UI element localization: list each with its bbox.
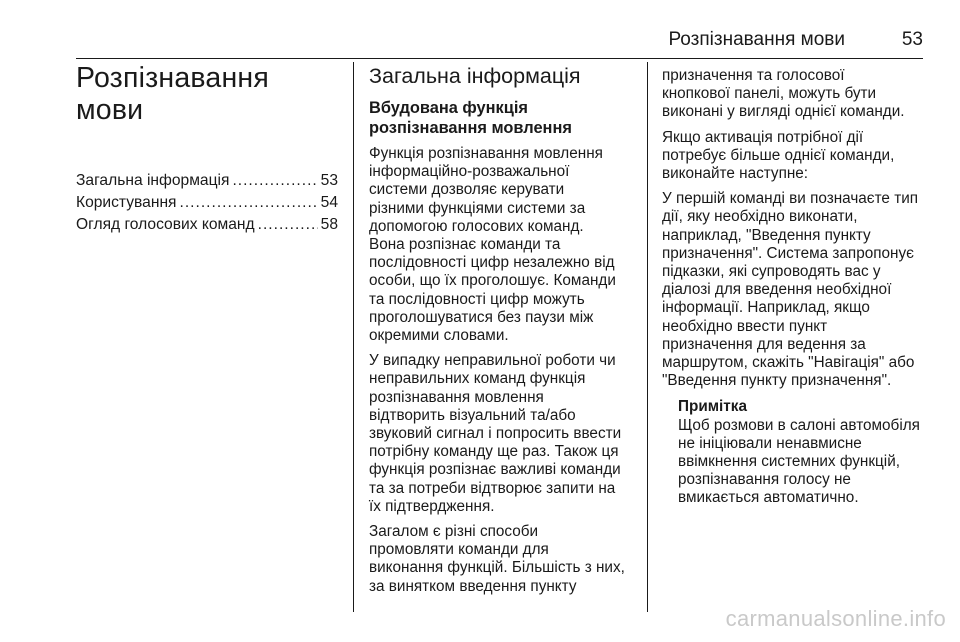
text-line: виконані у вигляді однієї команди. xyxy=(662,103,905,121)
column-3 xyxy=(662,62,926,508)
text-line: призначення". Система запропонує xyxy=(662,244,914,262)
column-2 xyxy=(369,62,635,596)
text-line: Вона розпізнає команди та xyxy=(369,236,561,254)
text-line: виконайте наступне: xyxy=(662,165,809,183)
table-of-contents xyxy=(76,170,338,236)
note-text xyxy=(678,417,926,508)
body-paragraph xyxy=(662,129,926,184)
text-line: звуковий сигнал і попросить ввести xyxy=(369,425,622,443)
toc-entry-label: Користування xyxy=(76,194,177,211)
text-line: ввімкнення системних функцій, xyxy=(678,453,900,471)
body-paragraph xyxy=(662,67,926,122)
text-line: окремими словами. xyxy=(369,327,509,345)
text-line: У першій команді ви позначаєте тип xyxy=(662,190,919,208)
body-paragraph xyxy=(369,352,635,516)
page-number: 53 xyxy=(901,29,923,50)
text-line: Щоб розмови в салоні автомобіля xyxy=(678,416,920,434)
text-line: виконання функцій. Більшість з них, xyxy=(369,559,625,577)
toc-entry[interactable] xyxy=(76,170,338,192)
running-head xyxy=(76,27,923,53)
column-divider-2 xyxy=(647,62,648,612)
text-line: та послідовності цифр можуть xyxy=(369,290,585,308)
toc-entry-label: Огляд голосових команд xyxy=(76,216,255,233)
note-title: Примітка xyxy=(678,398,747,416)
toc-entry-page: 54 xyxy=(320,194,338,211)
toc-entry[interactable] xyxy=(76,192,338,214)
note-block xyxy=(678,398,926,507)
text-line: різними функціями системи за xyxy=(369,199,586,217)
text-line: дії, яку необхідно виконати, xyxy=(662,208,858,226)
text-line: проголошуватися без паузи між xyxy=(369,308,594,326)
text-line: інформаційно-розважальної xyxy=(369,163,570,181)
text-line: за винятком введення пункту xyxy=(369,577,577,595)
text-line: необхідно ввести пункт xyxy=(662,317,828,335)
toc-leader-dots xyxy=(258,214,318,236)
text-line: Функція розпізнавання мовлення xyxy=(369,145,603,162)
text-line: діалозі для введення необхідної xyxy=(662,281,892,299)
column-1 xyxy=(76,62,338,236)
text-line: допомогою голосових команд. xyxy=(369,217,584,235)
text-line: Якщо активація потрібної дії xyxy=(662,128,864,146)
text-line: системи дозволяє керувати xyxy=(369,181,565,199)
text-line: наприклад, "Введення пункту xyxy=(662,226,871,244)
text-line: маршрутом, скажіть "Навігація" або xyxy=(662,354,915,372)
text-line: відтворить візуальний та/або xyxy=(369,406,576,424)
text-line: У випадку неправильної роботи чи xyxy=(369,352,616,370)
text-line: підказки, які супроводять вас у xyxy=(662,263,881,281)
chapter-title-line: мови xyxy=(76,94,144,126)
text-line: розпізнавання мовлення xyxy=(369,388,544,406)
text-line: послідовності цифр незалежно від xyxy=(369,254,615,272)
text-line: вмикається автоматично. xyxy=(678,489,859,507)
body-paragraph xyxy=(369,145,635,345)
column-divider-1 xyxy=(353,62,354,612)
text-line: та за потреби відтворює запити на xyxy=(369,479,616,497)
text-line: призначення та голосової xyxy=(662,67,845,84)
text-line: потребує більше однієї команди, xyxy=(662,146,895,164)
body-paragraph xyxy=(369,523,635,596)
header-rule xyxy=(76,58,923,59)
subsection-title-line: Вбудована функція xyxy=(369,99,528,117)
toc-entry-page: 58 xyxy=(320,216,338,233)
text-line: їх підтвердження. xyxy=(369,497,495,515)
subsection-title xyxy=(369,98,635,138)
chapter-title-line: Розпізнавання xyxy=(76,62,269,94)
running-head-title: Розпізнавання мови xyxy=(668,29,845,50)
text-line: потрібну команду ще раз. Також ця xyxy=(369,443,619,461)
text-line: призначення для ведення за xyxy=(662,335,866,353)
body-paragraph xyxy=(662,190,926,390)
chapter-title xyxy=(76,62,338,126)
text-line: неправильних команд функція xyxy=(369,370,586,388)
text-line: не ініціювали ненавмисне xyxy=(678,434,862,452)
text-line: особи, що їх проголошує. Команди xyxy=(369,272,616,290)
text-line: кнопкової панелі, можуть бути xyxy=(662,85,877,103)
toc-entry-label: Загальна інформація xyxy=(76,172,230,189)
text-line: "Введення пункту призначення". xyxy=(662,372,892,390)
toc-leader-dots xyxy=(180,192,318,214)
text-line: функція розпізнає важливі команди xyxy=(369,461,621,479)
text-line: інформації. Наприклад, якщо xyxy=(662,299,870,317)
section-title: Загальна інформація xyxy=(369,64,581,88)
text-line: розпізнавання голосу не xyxy=(678,471,851,489)
watermark: carmanualsonline.info xyxy=(725,606,946,631)
toc-leader-dots xyxy=(232,170,317,192)
toc-entry-page: 53 xyxy=(320,172,338,189)
text-line: промовляти команди для xyxy=(369,541,549,559)
subsection-title-line: розпізнавання мовлення xyxy=(369,119,572,137)
toc-entry[interactable] xyxy=(76,214,338,236)
text-line: Загалом є різні способи xyxy=(369,523,539,541)
